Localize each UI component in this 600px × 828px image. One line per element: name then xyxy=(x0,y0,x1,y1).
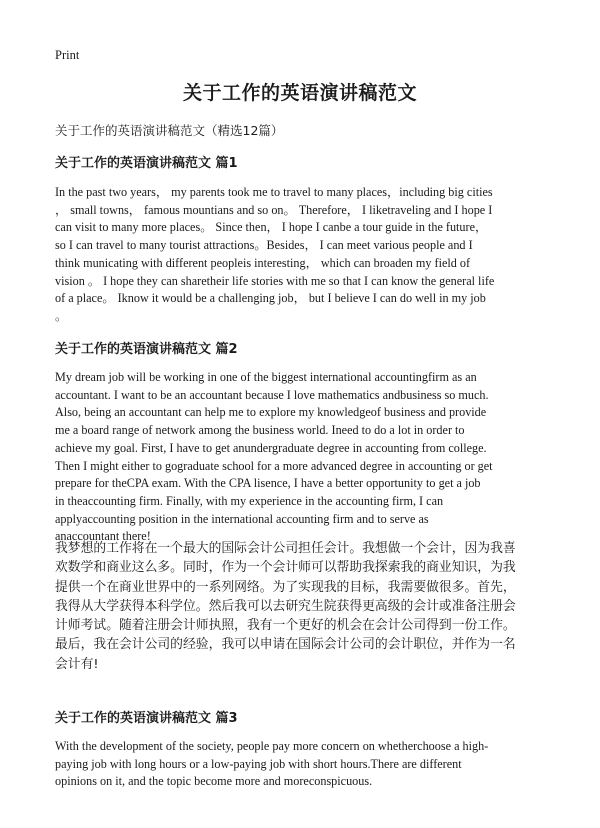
text-line: opinions on it, and the topic become more and moreconspicuous. xyxy=(55,774,373,789)
text-line: me a board range of network among the business world. Ineed to do a lot in order to xyxy=(55,423,465,438)
section-1-body xyxy=(55,184,545,326)
text-line: 会计有! xyxy=(55,656,99,672)
text-line: 最后，我在会计公司的经验，我可以申请在国际会计公司的会计职位，并作为一名 xyxy=(55,637,516,653)
section-3-heading: 关于工作的英语演讲稿范文 篇3 xyxy=(55,711,238,726)
text-line: so I can travel to many tourist attractions。Besides， I can meet various people and I xyxy=(55,238,473,253)
text-line: 。 xyxy=(55,308,68,323)
text-line: prepare for theCPA exam. With the CPA lisence, I have a better opportunity to get a job xyxy=(55,476,481,491)
section-2-heading: 关于工作的英语演讲稿范文 篇2 xyxy=(55,342,238,357)
section-3-body xyxy=(55,738,545,791)
text-line: 欢数学和商业这么多。同时，作为一个会计师可以帮助我探索我的商业知识，为我 xyxy=(55,560,516,576)
text-line: paying job with long hours or a low-paying job with short hours.There are different xyxy=(55,756,462,771)
text-line: Also, being an accountant can help me to explore my knowledgeof business and provide xyxy=(55,405,487,420)
page-title: 关于工作的英语演讲稿范文 xyxy=(182,82,417,104)
section-2-body xyxy=(55,369,545,546)
print-label: Print xyxy=(55,48,80,62)
section-1-heading: 关于工作的英语演讲稿范文 篇1 xyxy=(55,156,238,171)
page-subtitle: 关于工作的英语演讲稿范文（精选12篇） xyxy=(55,123,284,138)
text-line: applyaccounting position in the international accounting firm and to serve as xyxy=(55,511,429,526)
text-line: ， small towns， famous mountians and so on。 Therefore， I liketraveling and I hope I xyxy=(55,202,493,217)
text-line: 提供一个在商业世界中的一系列网络。为了实现我的目标，我需要做很多。首先， xyxy=(55,579,516,595)
text-line: anaccountant there! xyxy=(55,529,151,544)
text-line: accountant. I want to be an accountant because I love mathematics andbusiness so much. xyxy=(55,387,489,402)
text-line: In the past two years， my parents took me to travel to many places，including big cities xyxy=(55,185,493,199)
section-2-chinese-translation xyxy=(55,539,550,674)
text-line: 我得从大学获得本科学位。然后我可以去研究生院获得更高级的会计或准备注册会 xyxy=(55,598,516,614)
text-line: think municating with different peopleis interesting， which can broaden my field of xyxy=(55,255,471,270)
text-line: of a place。 Iknow it would be a challenging job， but I believe I can do well in my job xyxy=(55,291,486,306)
text-line: in theaccounting firm. Finally, with my experience in the accounting firm, I can xyxy=(55,493,444,508)
text-line: vision 。 I hope they can sharetheir life stories with me so that I can know the general life xyxy=(55,273,495,288)
text-line: Then I might either to gograduate school for a more advanced degree in accounting or get xyxy=(55,458,493,473)
text-line: 计师考试。随着注册会计师执照，我有一个更好的机会在会计公司得到一份工作。 xyxy=(55,618,516,634)
text-line: can visit to many more places。 Since then， I hope I canbe a tour guide in the future， xyxy=(55,220,488,235)
text-line: With the development of the society, people pay more concern on whetherchoose a high- xyxy=(55,739,489,753)
text-line: achieve my goal. First, I have to get anundergraduate degree in accounting from college. xyxy=(55,440,487,455)
text-line: 我梦想的工作将在一个最大的国际会计公司担任会计。我想做一个会计，因为我喜 xyxy=(55,541,516,556)
text-line: My dream job will be working in one of the biggest international accountingfirm as an xyxy=(55,370,477,384)
